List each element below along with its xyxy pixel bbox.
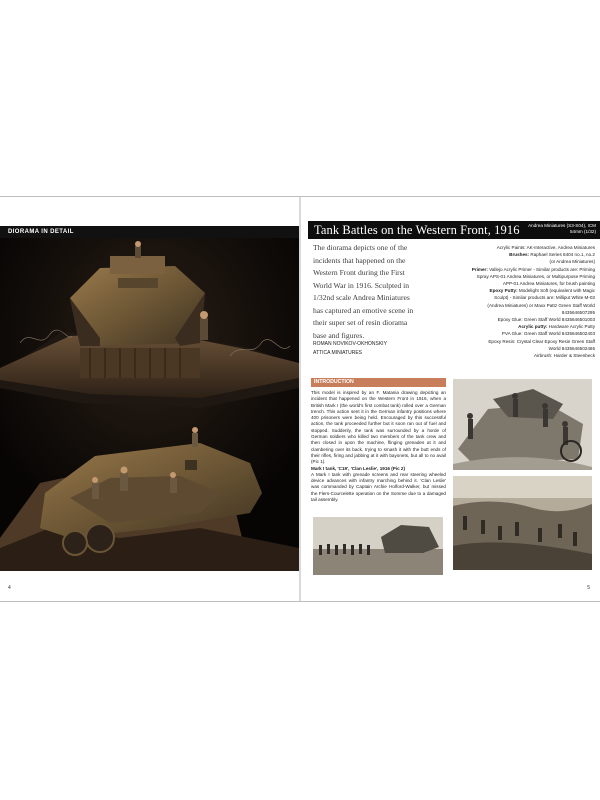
materials-line: Brushes: Raphael Series 8404 no.1, no.2 bbox=[509, 252, 595, 258]
materials-line: Epoxy Putty: Modelight Soft (equivalent with Magic bbox=[489, 288, 595, 294]
historical-illustration bbox=[453, 379, 592, 470]
left-page bbox=[0, 197, 299, 601]
subheading: Mark I tank, 'C19', 'Clan Leslie', 1916 (Pic 2) bbox=[311, 465, 405, 471]
materials-list bbox=[423, 244, 595, 359]
body-paragraph: This model is inspired by an F. Matania drawing depicting an incident that happened on the Western Front in 1916, when a British Mark I (the world's first combat tank) rolled over a German trench. This action sent it in the German infantry positions where 400 prisoners were being held. Encouraged by this successful action, the tank proceeded further but it soon ran out of fuel and stopped. Suddenly, the tank was surrounded by a horde of German soldiers who killed two members of the tank crew and then closed in upon the machine, flinging grenades at it and clambering over its back, trying to smash it with the butt ends of their rifles, firing and jabbing at it with bayonets, but all to no avail (Pic 1). bbox=[311, 390, 446, 465]
battlefield-photo bbox=[453, 476, 592, 570]
article-title-bar bbox=[308, 221, 600, 239]
introduction-heading: INTRODUCTION bbox=[311, 378, 446, 387]
materials-line: Epoxy Glue: Green Staff World 8435646501003 bbox=[497, 317, 595, 323]
author-affiliation: ATTICA MINIATURES bbox=[313, 350, 362, 356]
intro-paragraph: The diorama depicts one of the incidents that happened on the Western Front during the First World War in 1916. Sculpted in 1/32nd scale Andrea Miniatures has captured an emotive scene in their super set of resin diorama base and figures. bbox=[313, 243, 414, 340]
tank-infantry-photo bbox=[313, 517, 443, 575]
author-name: ROMAN NOVIKOV-OKHONSKIY bbox=[313, 341, 387, 347]
materials-line: Acrylic putty: Hardware Acrylic Putty bbox=[518, 324, 595, 330]
materials-line: Epoxy Resin: Crystal Clear Epoxy Resin Green Staff bbox=[488, 338, 595, 344]
title-credit-line1: Andrea Miniatures (S3-S04), ICM bbox=[528, 223, 596, 228]
materials-line: Airbrush: Harder & Steenbeck bbox=[533, 353, 595, 359]
left-page-number: 4 bbox=[8, 585, 11, 591]
materials-line: Sculpt) - Similar products are: Milliput White M-03 bbox=[494, 295, 595, 301]
title-credit bbox=[528, 223, 596, 235]
title-credit-line2: 54mm (1/32) bbox=[569, 229, 596, 234]
section-label: DIORAMA IN DETAIL bbox=[0, 226, 299, 238]
body-paragraph-2: A Mark I tank with grenade screens and rear steering wheeled device advances with infantry marching behind it. 'Clan Leslie' was commanded by Captain Archie Holford-Walker, but missed the Flers-Courcelette operation on the Somme due to a damaged tail assembly. bbox=[311, 471, 446, 503]
article-body bbox=[311, 390, 446, 503]
magazine-spread bbox=[0, 196, 600, 602]
materials-line: (Andrea Miniatures) or Maxx Pattz Green Staff World bbox=[487, 302, 595, 308]
right-page-number: 5 bbox=[587, 585, 590, 591]
materials-line: Primer: Vallejo Acrylic Primer - Similar products are: Priming bbox=[471, 266, 595, 272]
right-page bbox=[301, 197, 600, 601]
article-title: Tank Battles on the Western Front, 1916 bbox=[314, 223, 520, 237]
materials-line: 8435646507295 bbox=[561, 309, 595, 315]
materials-line: APP-01 Andrea Miniatures, for brush painting bbox=[502, 281, 595, 287]
diorama-photo bbox=[0, 238, 299, 571]
author-block bbox=[313, 340, 387, 358]
materials-line: World 8435646502465 bbox=[548, 345, 595, 351]
materials-line: (or Andrea Miniatures) bbox=[549, 259, 595, 265]
materials-line: PVA Glue: Green Staff World 8435646502403 bbox=[501, 331, 595, 337]
diorama-photo-illustration bbox=[0, 238, 299, 571]
materials-line: Spray APS-01 Andrea Miniatures, or Multipurpose Priming bbox=[476, 273, 595, 279]
materials-line: Acrylic Paints: AK-Interactive, Andrea Miniatures bbox=[496, 245, 595, 250]
